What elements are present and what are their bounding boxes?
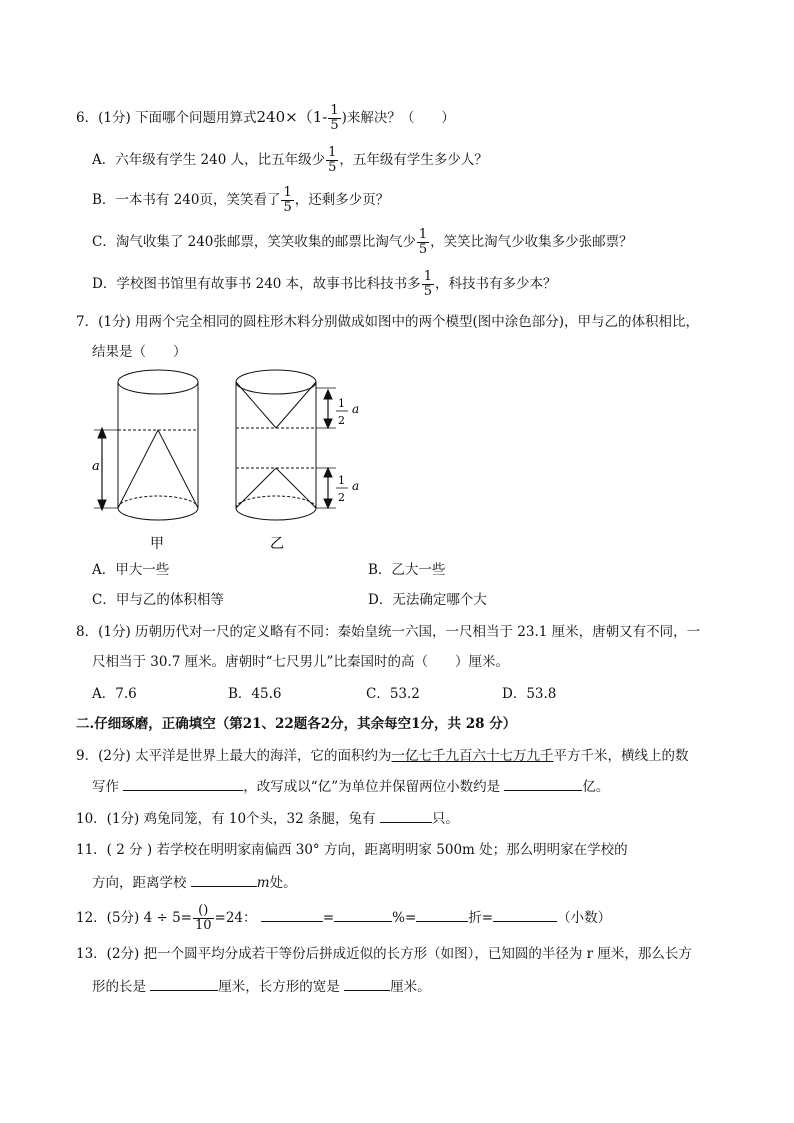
q7-option-b[interactable]: B．乙大一些 xyxy=(368,562,446,578)
q10 xyxy=(76,808,459,829)
q7-option-c[interactable]: C．甲与乙的体积相等 xyxy=(92,592,224,608)
q9-text: 写作 xyxy=(92,779,119,795)
q9-blank-1[interactable] xyxy=(123,776,243,791)
frac-numerator: 1 xyxy=(283,185,292,200)
q12-blank-4[interactable] xyxy=(493,907,557,922)
q12-text: =24： xyxy=(214,910,257,926)
q11-line2 xyxy=(92,872,297,893)
option-text: A．六年级有学生 240 人，比五年级少 xyxy=(92,152,326,168)
half-a-label-bottom xyxy=(336,474,359,504)
q13-text: 形的长是 xyxy=(92,979,146,995)
option-text: D．学校图书馆里有故事书 240 本，故事书比科技书多 xyxy=(92,276,421,292)
cylinder-jia xyxy=(118,370,198,520)
q12-text: = xyxy=(322,910,335,926)
q7-cylinder-figure xyxy=(80,360,380,552)
q12-blank-2[interactable] xyxy=(334,907,392,922)
q12-text: （小数） xyxy=(557,910,612,926)
label-half-denominator: 2 xyxy=(338,414,345,427)
q9-text: ，改写成以“亿”为单位并保留两位小数约是 xyxy=(243,779,501,795)
frac-numerator: 1 xyxy=(418,227,428,242)
q9-text: 9．(2分) 太平洋是世界上最大的海洋，它的面积约为 xyxy=(76,748,392,764)
frac-numerator: 1 xyxy=(423,269,432,284)
frac-numerator: () xyxy=(193,904,214,919)
q11-blank[interactable] xyxy=(191,872,257,887)
q12 xyxy=(76,904,611,933)
q6-stem xyxy=(76,104,455,133)
option-text-end: ，还剩多少页？ xyxy=(294,192,390,208)
height-arrow-half-a-top xyxy=(316,388,336,428)
q7-option-a[interactable]: A．甲大一些 xyxy=(92,562,170,578)
q6-expr-a: 240×（1- xyxy=(256,108,328,126)
q9-underlined-number: 一亿七千九百六十七万九千 xyxy=(391,748,554,764)
cylinder-yi xyxy=(236,370,316,520)
label-jia: 甲 xyxy=(150,536,164,552)
q7-line2: 结果是（ ） xyxy=(92,344,187,360)
q13-blank-1[interactable] xyxy=(150,976,218,991)
q8-line1: 8．(1分) 历朝历代对一尺的定义略有不同：秦始皇统一六国，一尺相当于 23.1 厘米，唐朝又有不同，一 xyxy=(76,624,701,640)
q6-option-c[interactable] xyxy=(92,228,633,257)
q6-expr-b: )来解决？（ ） xyxy=(341,110,455,126)
height-arrow-half-a-bottom xyxy=(316,468,336,508)
section-2-title: 二.仔细琢磨，正确填空（第21、22题各2分，其余每空1分，共 28 分） xyxy=(76,716,517,732)
q8-option-c[interactable]: C．53.2 xyxy=(366,686,420,702)
q11-text: 处。 xyxy=(269,875,297,891)
frac-denominator: 5 xyxy=(328,160,337,175)
q10-text: 只。 xyxy=(431,811,459,827)
option-fraction xyxy=(326,146,338,175)
label-a: a xyxy=(352,479,360,493)
q6-option-b[interactable] xyxy=(92,186,389,215)
q12-text: %= xyxy=(392,910,417,926)
frac-denominator: 5 xyxy=(283,200,292,215)
q12-blank-1[interactable] xyxy=(261,907,323,922)
q12-blank-3[interactable] xyxy=(416,907,468,922)
q8-line2: 尺相当于 30.7 厘米。唐朝时“七尺男儿”比秦国时的高（ ）厘米。 xyxy=(92,654,509,670)
q11-unit: m xyxy=(256,875,270,891)
option-text: C．淘气收集了 240张邮票，笑笑收集的邮票比淘气少 xyxy=(92,234,416,250)
option-fraction xyxy=(281,186,293,215)
q9-text: 亿。 xyxy=(582,779,610,795)
q12-text: 折= xyxy=(468,910,494,926)
q10-blank[interactable] xyxy=(380,808,432,823)
frac-denominator: 5 xyxy=(423,284,432,299)
frac-numerator: 1 xyxy=(328,145,337,160)
q10-text: 10．(1分) 鸡兔同笼，有 10个头，32 条腿，兔有 xyxy=(76,811,376,827)
option-text: B．一本书有 240页，笑笑看了 xyxy=(92,192,281,208)
q13-text: 厘米。 xyxy=(390,979,431,995)
option-text-end: ，五年级有学生多少人？ xyxy=(339,152,488,168)
q13-line2 xyxy=(92,976,431,997)
q9-line2 xyxy=(92,776,609,797)
option-text-end: ，笑笑比淘气少收集多少张邮票？ xyxy=(430,234,633,250)
option-fraction xyxy=(417,228,429,257)
frac-denominator: 10 xyxy=(194,918,212,933)
q13-blank-2[interactable] xyxy=(344,976,390,991)
q7-option-d[interactable]: D．无法确定哪个大 xyxy=(368,592,487,608)
label-a-jia: a xyxy=(92,459,100,474)
q6-option-a[interactable] xyxy=(92,146,488,175)
half-a-label-top xyxy=(336,397,359,427)
frac-numerator: 1 xyxy=(330,103,339,118)
label-half-numerator: 1 xyxy=(338,474,345,487)
option-text-end: ，科技书有多少本？ xyxy=(434,276,557,292)
q6-expr-fraction xyxy=(328,104,340,133)
q6-stem-text: 6．(1分) 下面哪个问题用算式 xyxy=(76,110,257,126)
q13-text: 厘米，长方形的宽是 xyxy=(218,979,340,995)
q12-text: 12．(5分) 4 ÷ 5= xyxy=(76,910,192,926)
q9-blank-2[interactable] xyxy=(504,776,582,791)
frac-denominator: 5 xyxy=(418,242,428,257)
q13-line1: 13．(2分) 把一个圆平均分成若干等份后拼成近似的长方形（如图），已知圆的半径为 r 厘米，那么长方 xyxy=(76,946,692,962)
q9-line1 xyxy=(76,746,689,766)
label-yi: 乙 xyxy=(270,536,284,552)
q9-text-end: 平方千米，横线上的数 xyxy=(553,748,689,764)
frac-denominator: 5 xyxy=(330,118,339,133)
q8-option-b[interactable]: B．45.6 xyxy=(228,686,282,702)
q12-fraction xyxy=(193,904,214,933)
q7-line1: 7．(1分) 用两个完全相同的圆柱形木料分别做成如图中的两个模型(图中涂色部分)，甲与乙的体积相比， xyxy=(76,314,700,330)
q8-option-a[interactable]: A．7.6 xyxy=(92,686,137,702)
q8-option-d[interactable]: D．53.8 xyxy=(502,686,557,702)
label-half-denominator: 2 xyxy=(338,491,345,504)
q6-option-d[interactable] xyxy=(92,270,556,299)
label-a: a xyxy=(352,402,360,416)
q11-text: 方向，距离学校 xyxy=(92,875,187,891)
option-fraction xyxy=(422,270,434,299)
q11-line1: 11．( 2 分 ) 若学校在明明家南偏西 30° 方向，距离明明家 500m 处；那么明明家在学校的 xyxy=(76,842,628,858)
label-half-numerator: 1 xyxy=(338,397,345,410)
